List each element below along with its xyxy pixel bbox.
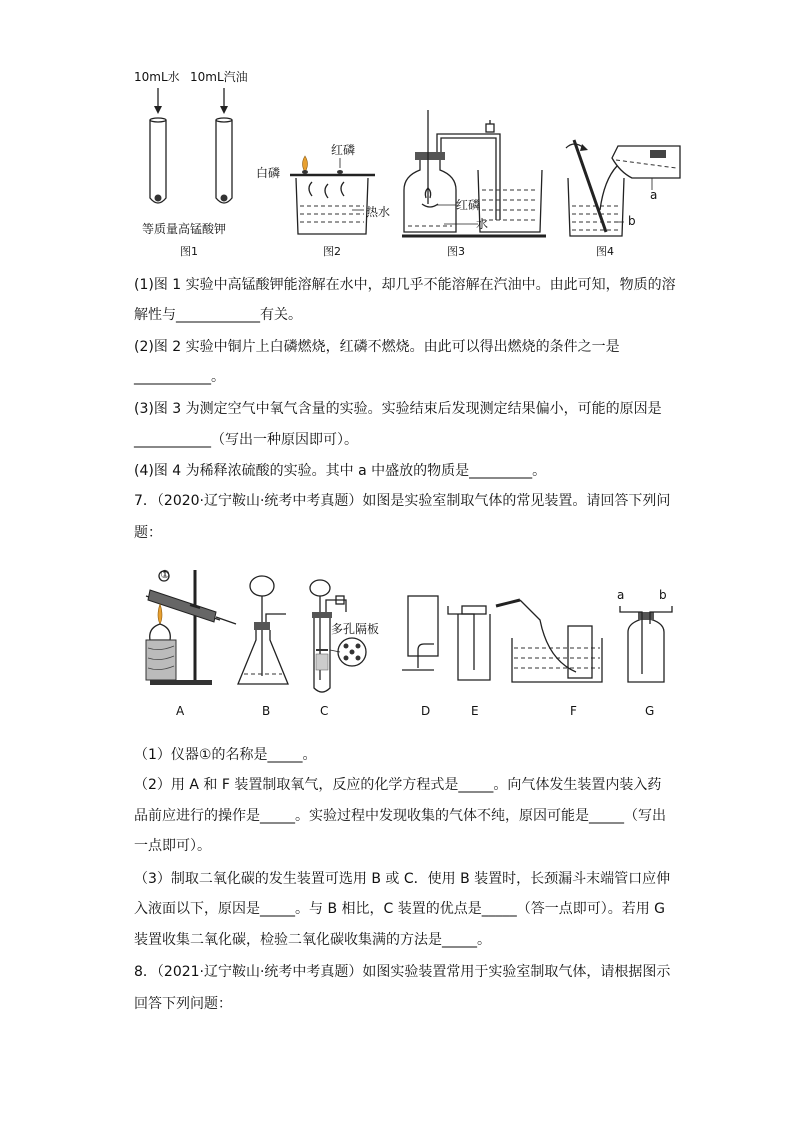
- apparatus-label-c: C: [320, 704, 329, 718]
- q6-part3-line1: (3)图 3 为测定空气中氧气含量的实验。实验结束后发现测定结果偏小，可能的原因是: [134, 401, 662, 417]
- q7-subq1: （1）仪器①的名称是_____。: [134, 747, 317, 763]
- q7-subq2-line1: （2）用 A 和 F 装置制取氧气，反应的化学方程式是_____。向气体发生装置内装入药: [134, 777, 662, 793]
- fig1-water-label: 10mL水: [134, 70, 180, 84]
- q6-part3-line2: ___________（写出一种原因即可）。: [134, 432, 358, 448]
- fig1-sample-label: 等质量高锰酸钾: [142, 222, 227, 236]
- q7-intro-line1: 7．（2020·辽宁鞍山·统考中考真题）如图是实验室制取气体的常见装置。请回答下列问: [134, 493, 671, 509]
- q7-subq3-line3: 装置收集二氧化碳，检验二氧化碳收集满的方法是_____。: [134, 932, 491, 948]
- q6-part2-line1: (2)图 2 实验中铜片上白磷燃烧，红磷不燃烧。由此可以得出燃烧的条件之一是: [134, 339, 620, 355]
- apparatus-label-f: F: [570, 704, 577, 718]
- fig3-water-label: 水: [476, 217, 489, 231]
- q7-subq2-line3: 一点即可）。: [134, 838, 211, 854]
- q6-part2-line2: ___________。: [134, 369, 225, 385]
- q7-intro-line2: 题：: [134, 525, 162, 541]
- fig4-caption: 图4: [596, 245, 614, 258]
- fig2-red-p-label: 红磷: [331, 143, 356, 157]
- q7-subq2-line2: 品前应进行的操作是_____。实验过程中发现收集的气体不纯，原因可能是_____（写出: [134, 808, 666, 824]
- apparatus-label-e: E: [471, 704, 479, 718]
- fig2-caption: 图2: [323, 245, 341, 258]
- apparatus-label-b: B: [262, 704, 271, 718]
- fig1-gasoline-label: 10mL汽油: [190, 70, 248, 84]
- fig4-a-label: a: [650, 188, 658, 202]
- porous-plate-label: 多孔隔板: [331, 622, 380, 636]
- q6-part1-line1: (1)图 1 实验中高锰酸钾能溶解在水中，却几乎不能溶解在汽油中。由此可知，物质的溶: [134, 277, 676, 293]
- q8-intro-line2: 回答下列问题：: [134, 996, 232, 1012]
- apparatus-a-marker: ①: [160, 568, 170, 581]
- q7-subq3-line2: 入液面以下，原因是_____。与 B 相比，C 装置的优点是_____（答一点即可）。若用 G: [134, 901, 666, 917]
- apparatus-g-a-label: a: [617, 588, 625, 602]
- fig3-red-p-label: 红磷: [456, 198, 481, 212]
- fig2-hot-water-label: 热水: [366, 205, 391, 219]
- fig2-white-p-label: 白磷: [256, 166, 281, 180]
- apparatus-label-a: A: [176, 704, 185, 718]
- apparatus-label-g: G: [645, 704, 655, 718]
- fig1-caption: 图1: [180, 245, 198, 258]
- q6-part4-line1: (4)图 4 为稀释浓硫酸的实验。其中 a 中盛放的物质是_________。: [134, 463, 547, 479]
- apparatus-label-d: D: [421, 704, 431, 718]
- q7-subq3-line1: （3）制取二氧化碳的发生装置可选用 B 或 C．使用 B 装置时，长颈漏斗末端管口应伸: [134, 871, 671, 887]
- q6-part1-line2: 解性与____________有关。: [134, 307, 302, 323]
- fig4-b-label: b: [628, 214, 636, 228]
- fig3-caption: 图3: [447, 245, 465, 258]
- apparatus-g-b-label: b: [659, 588, 667, 602]
- q8-intro-line1: 8．（2021·辽宁鞍山·统考中考真题）如图实验装置常用于实验室制取气体，请根据图示: [134, 964, 671, 980]
